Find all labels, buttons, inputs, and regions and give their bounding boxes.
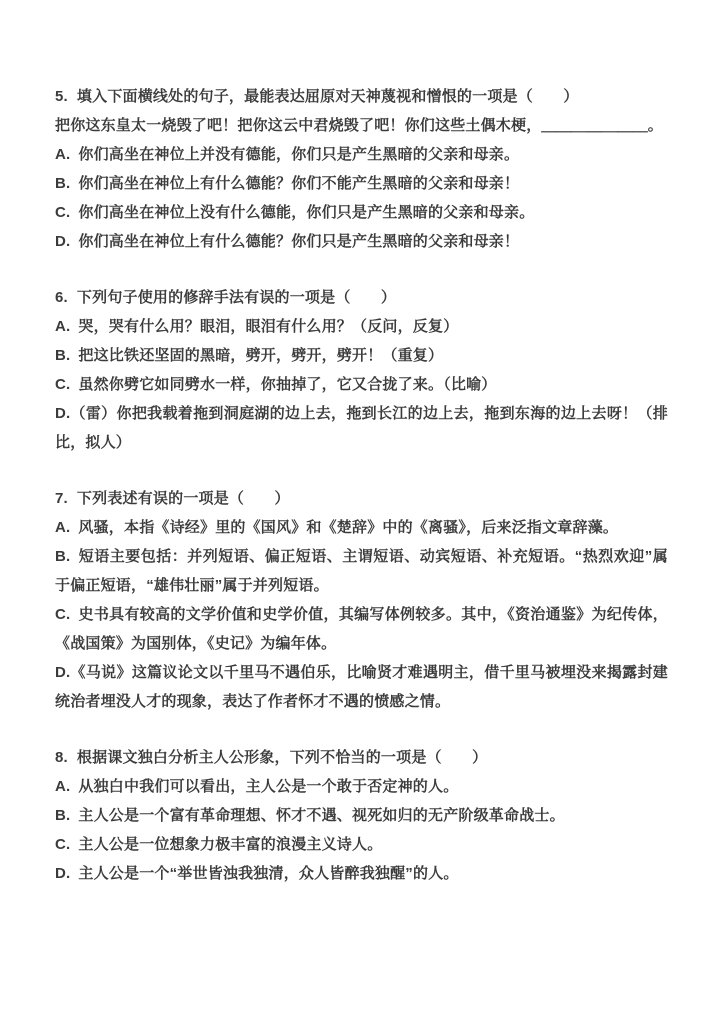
option-text: 哭，哭有什么用？眼泪，眼泪有什么用？（反问，反复） — [78, 318, 459, 335]
question-5-option-b — [55, 169, 668, 198]
option-text: 主人公是一个富有革命理想、怀才不遇、视死如归的无产阶级革命战士。 — [78, 807, 565, 824]
question-6-option-c — [55, 370, 668, 399]
option-text: 史书具有较高的文学价值和史学价值，其编写体例较多。其中，《资治通鉴》为纪传体，《战国策》为国别体，《史记》为编年体。 — [55, 606, 668, 652]
question-5-option-c — [55, 198, 668, 227]
option-text: 短语主要包括：并列短语、偏正短语、主谓短语、动宾短语、补充短语。“热烈欢迎”属于偏正短语，“雄伟壮丽”属于并列短语。 — [55, 548, 668, 594]
question-6-number: 6. — [55, 289, 68, 306]
question-7 — [55, 484, 668, 716]
question-6-stem-text: 下列句子使用的修辞手法有误的一项是（ ） — [76, 289, 397, 306]
question-8 — [55, 743, 668, 888]
question-8-option-b — [55, 801, 668, 830]
question-7-stem-line — [55, 484, 668, 513]
option-text: 你们高坐在神位上有什么德能？你们不能产生黑暗的父亲和母亲！ — [78, 175, 520, 192]
question-6-stem-line — [55, 283, 668, 312]
option-label: B. — [55, 548, 71, 565]
option-text: 风骚，本指《诗经》里的《国风》和《楚辞》中的《离骚》，后来泛指文章辞藻。 — [78, 519, 619, 536]
question-5-number: 5. — [55, 88, 68, 105]
question-5-option-d — [55, 227, 668, 256]
option-label: D. — [55, 664, 71, 681]
question-7-option-c — [55, 600, 668, 658]
option-label: C. — [55, 836, 71, 853]
option-label: A. — [55, 318, 71, 335]
option-text: 你们高坐在神位上有什么德能？你们只是产生黑暗的父亲和母亲！ — [78, 233, 520, 250]
option-text: 你们高坐在神位上并没有德能，你们只是产生黑暗的父亲和母亲。 — [78, 146, 520, 163]
question-7-option-a — [55, 513, 668, 542]
option-label: B. — [55, 807, 71, 824]
option-text: 《马说》这篇议论文以千里马不遇伯乐，比喻贤才难遇明主，借千里马被埋没来揭露封建统治者埋没人才的现象，表达了作者怀才不遇的愤感之情。 — [55, 664, 668, 710]
option-text: 虽然你劈它如同劈水一样，你抽掉了，它又合拢了来。（比喻） — [78, 376, 497, 393]
option-text: 主人公是一位想象力极丰富的浪漫主义诗人。 — [78, 836, 383, 853]
question-5-intro-line: 把你这东皇太一烧毁了吧！把你这云中君烧毁了吧！你们这些土偶木梗，＿＿＿＿＿＿＿。 — [55, 117, 664, 134]
option-label: A. — [55, 146, 71, 163]
question-8-stem-text: 根据课文独白分析主人公形象，下列不恰当的一项是（ ） — [76, 749, 488, 766]
option-label: D. — [55, 405, 71, 422]
option-text: 你们高坐在神位上没有什么德能，你们只是产生黑暗的父亲和母亲。 — [78, 204, 535, 221]
option-label: C. — [55, 606, 71, 623]
option-text: 主人公是一个“举世皆浊我独清，众人皆醉我独醒”的人。 — [78, 865, 459, 882]
question-6 — [55, 283, 668, 457]
question-7-option-d — [55, 658, 668, 716]
option-label: A. — [55, 778, 71, 795]
question-8-option-c — [55, 830, 668, 859]
question-5 — [55, 82, 668, 256]
option-label: C. — [55, 376, 71, 393]
question-7-number: 7. — [55, 490, 68, 507]
option-label: D. — [55, 233, 71, 250]
question-8-option-a — [55, 772, 668, 801]
question-7-option-b — [55, 542, 668, 600]
question-7-stem-text: 下列表述有误的一项是（ ） — [76, 490, 290, 507]
question-6-option-a — [55, 312, 668, 341]
question-8-number: 8. — [55, 749, 68, 766]
question-6-option-d — [55, 399, 668, 457]
question-6-option-b — [55, 341, 668, 370]
option-label: D. — [55, 865, 71, 882]
option-label: A. — [55, 519, 71, 536]
option-label: B. — [55, 175, 71, 192]
option-label: B. — [55, 347, 71, 364]
question-5-option-a — [55, 140, 668, 169]
question-5-stem-line — [55, 82, 668, 111]
option-text: 从独白中我们可以看出，主人公是一个敢于否定神的人。 — [78, 778, 459, 795]
question-5-stem-text: 填入下面横线处的句子，最能表达屈原对天神蔑视和憎恨的一项是（ ） — [76, 88, 579, 105]
question-8-option-d — [55, 859, 668, 888]
option-text: （雷）你把我载着拖到洞庭湖的边上去，拖到长江的边上去，拖到东海的边上去呀！（排比，拟人） — [55, 405, 668, 451]
option-label: C. — [55, 204, 71, 221]
question-8-stem-line — [55, 743, 668, 772]
option-text: 把这比铁还坚固的黑暗，劈开，劈开，劈开！（重复） — [78, 347, 444, 364]
